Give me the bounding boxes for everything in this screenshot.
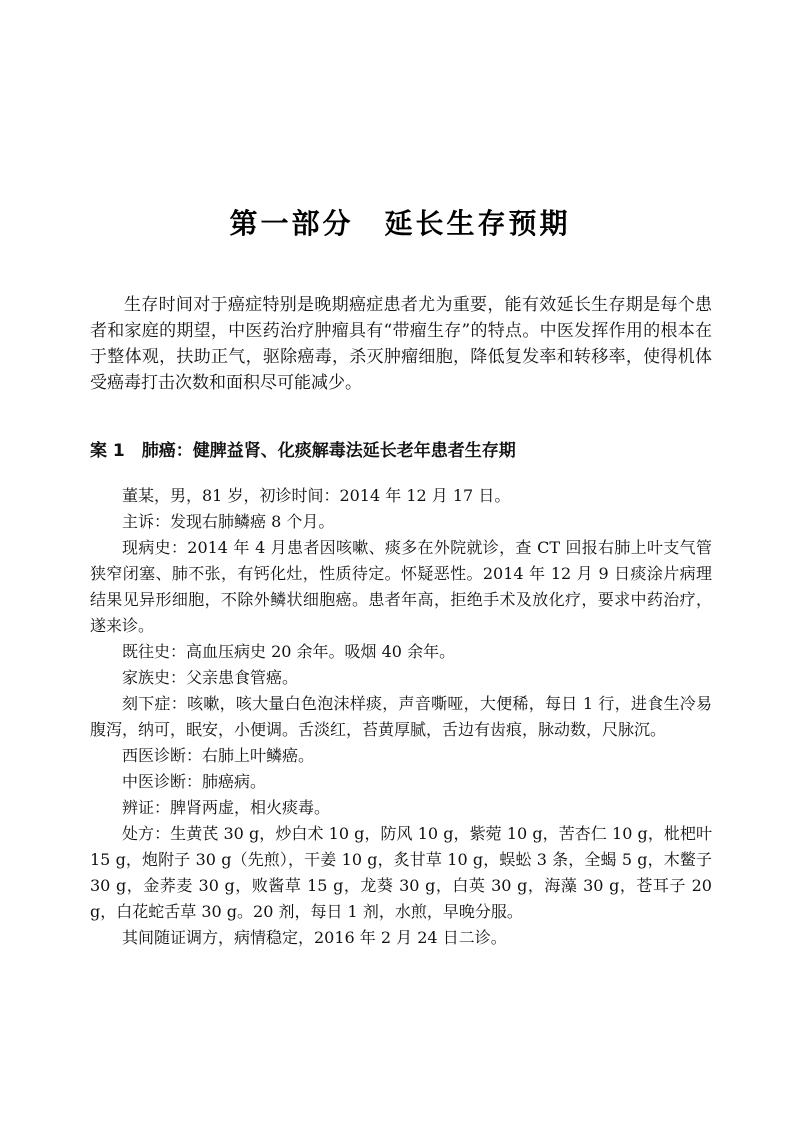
western-diagnosis: 西医诊断：右肺上叶鳞癌。	[122, 746, 315, 765]
case-body	[90, 483, 712, 951]
follow-up: 其间随证调方，病情稳定，2016 年 2 月 24 日二诊。	[122, 928, 507, 947]
prescription: 处方：生黄芪 30 g，炒白术 10 g，防风 10 g，紫菀 10 g，苦杏仁 10 g，枇杷叶 15 g，炮附子 30 g（先煎），干姜 10 g，炙甘草 10 g，蜈蚣 3 条，全蝎 5 g，木鳖子 30 g，金荞麦 30 g，败酱草 15 g，龙葵 30 g，白英 30 g，海藻 30 g，苍耳子 20 g，白花蛇舌草 30 g。20 剂，每日 1 剂，水煎，早晚分服。	[90, 824, 712, 921]
past-history: 既往史：高血压病史 20 余年。吸烟 40 余年。	[122, 642, 456, 661]
tcm-diagnosis: 中医诊断：肺癌病。	[122, 772, 267, 791]
patient-info: 董某，男，81 岁，初诊时间：2014 年 12 月 17 日。	[122, 486, 511, 505]
case-heading: 案 1 肺癌：健脾益肾、化痰解毒法延长老年患者生存期	[90, 441, 516, 461]
syndrome-differentiation: 辨证：脾肾两虚，相火痰毒。	[122, 798, 331, 817]
intro-paragraph: 生存时间对于癌症特别是晚期癌症患者尤为重要，能有效延长生存期是每个患者和家庭的期望，中医药治疗肿瘤具有“带瘤生存”的特点。中医发挥作用的根本在于整体观，扶助正气，驱除癌毒，杀灭肿瘤细胞，降低复发率和转移率，使得机体受癌毒打击次数和面积尽可能减少。	[90, 295, 712, 393]
family-history: 家族史：父亲患食管癌。	[122, 668, 299, 687]
current-symptoms: 刻下症：咳嗽，咳大量白色泡沫样痰，声音嘶哑，大便稀，每日 1 行，进食生冷易腹泻，纳可，眠安，小便调。舌淡红，苔黄厚腻，舌边有齿痕，脉动数，尺脉沉。	[90, 694, 712, 739]
present-history: 现病史：2014 年 4 月患者因咳嗽、痰多在外院就诊，查 CT 回报右肺上叶支气管狭窄闭塞、肺不张，有钙化灶，性质待定。怀疑恶性。2014 年 12 月 9 日痰涂片病理结果见异形细胞，不除外鳞状细胞癌。患者年高，拒绝手术及放化疗，要求中药治疗，遂来诊。	[90, 538, 712, 635]
page-title: 第一部分 延长生存预期	[229, 206, 571, 240]
chief-complaint: 主诉：发现右肺鳞癌 8 个月。	[122, 512, 335, 531]
